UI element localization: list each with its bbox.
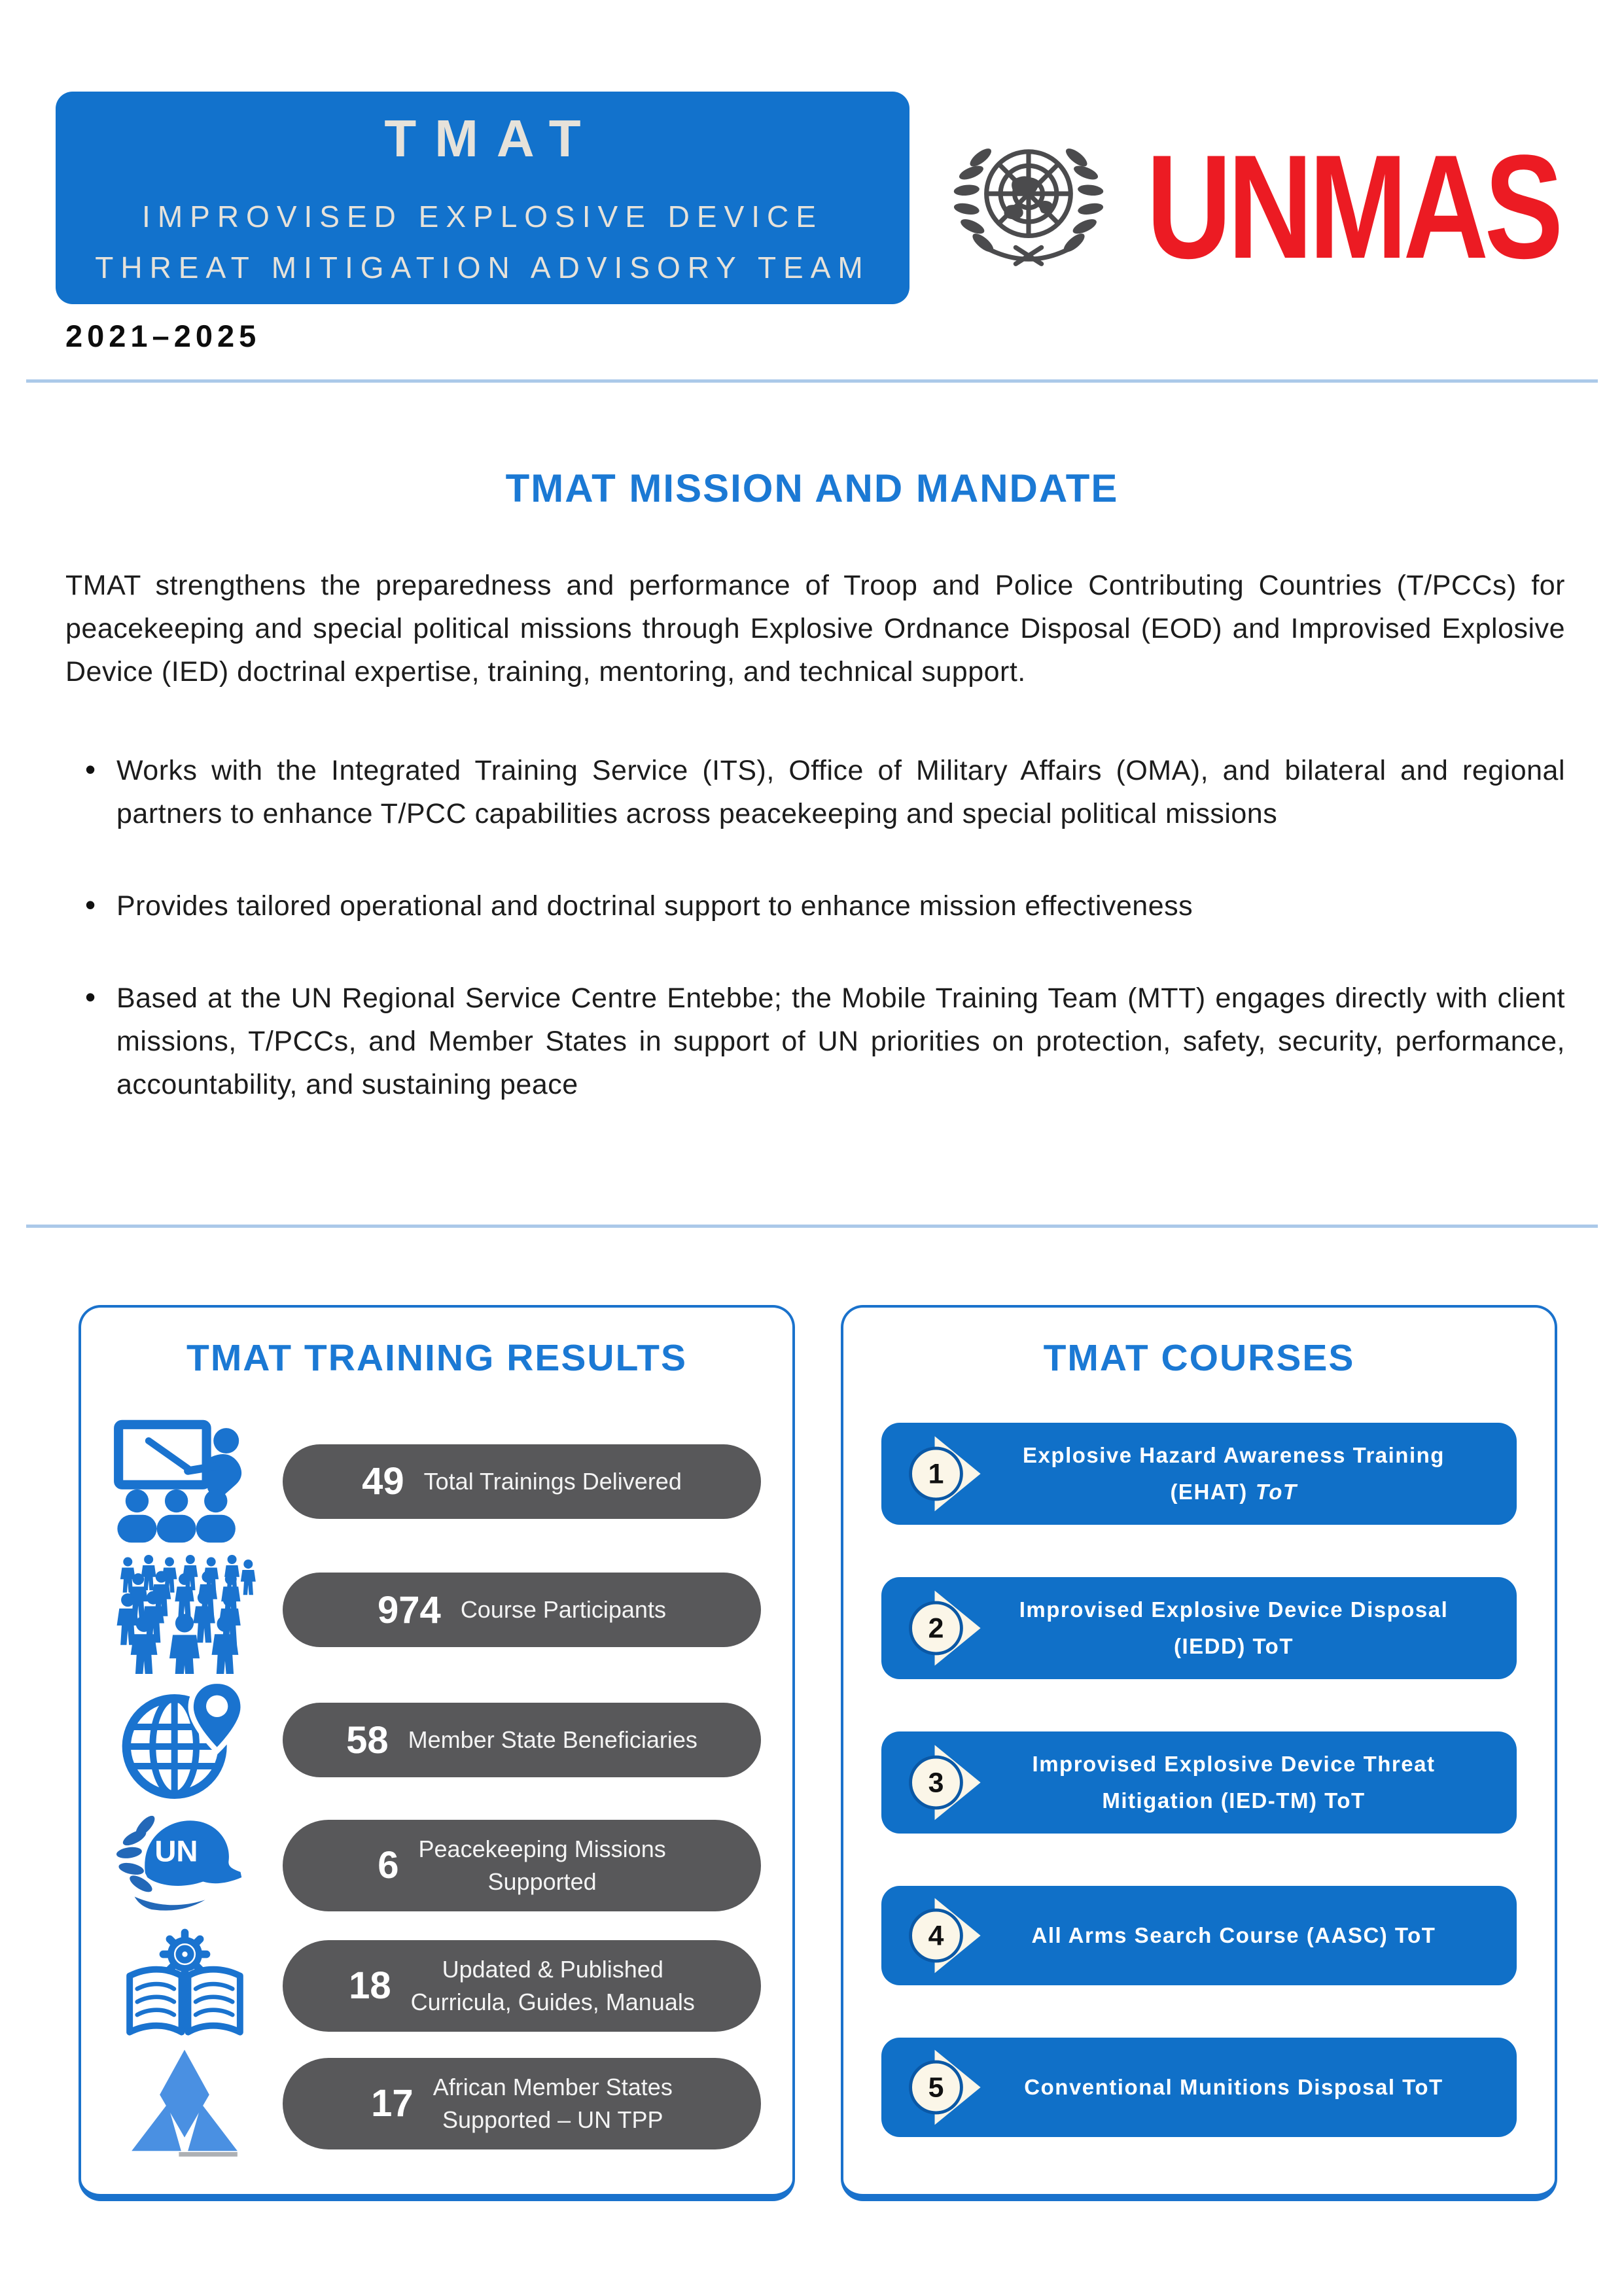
course-item (881, 1577, 1517, 1679)
divider-line (26, 379, 1598, 383)
svg-text:UN: UN (154, 1834, 198, 1868)
mission-body (65, 564, 1565, 1155)
header-subtitle-line2: THREAT MITIGATION ADVISORY TEAM (95, 251, 870, 285)
mission-bullet: • Based at the UN Regional Service Centre Entebbe; the Mobile Training Team (MTT) engages directly with client missions, T/PCCs, and Member States in support of UN priorities on protection, safety, security, performance, accountability, and sustaining peace (85, 977, 1565, 1106)
un-emblem-icon (941, 123, 1116, 288)
stat-value: 974 (378, 1588, 441, 1631)
stat-value: 18 (349, 1964, 391, 2008)
stat-pill (283, 1444, 761, 1519)
period-label: 2021–2025 (65, 319, 261, 353)
training-results-title: TMAT TRAINING RESULTS (186, 1337, 687, 1379)
stat-pill (283, 1820, 761, 1911)
svg-text:1: 1 (928, 1458, 944, 1490)
svg-text:5: 5 (928, 2072, 944, 2104)
course-line: (EHAT) ToT (1170, 1480, 1297, 1504)
course-line: Mitigation (IED-TM) ToT (1102, 1788, 1366, 1813)
stat-pill (283, 1703, 761, 1777)
header-subtitle-line1: IMPROVISED EXPLOSIVE DEVICE (142, 200, 823, 234)
crowd-icon (102, 1546, 267, 1674)
course-item (881, 2038, 1517, 2137)
stat-row (102, 1807, 761, 1924)
tot-label: ToT (1255, 1480, 1297, 1504)
stat-value: 17 (371, 2082, 414, 2125)
courses-panel (841, 1305, 1557, 2201)
course-line: All Arms Search Course (AASC) ToT (1031, 1923, 1436, 1947)
stat-row (102, 1418, 761, 1545)
stat-value: 58 (346, 1718, 389, 1762)
course-number-badge (909, 2040, 986, 2135)
mission-intro-paragraph: TMAT strengthens the preparedness and performance of Troop and Police Contributing Countries (T/PCCs) for peacekeeping and special political missions through Explosive Ordnance Disposal (EOD) and Improvised Explosive Device (IED) doctrinal expertise, training, mentoring, and technical support. (65, 570, 1565, 687)
stat-label: Course Participants (460, 1596, 666, 1624)
header-title-box (56, 92, 909, 304)
stat-label: Total Trainings Delivered (423, 1467, 682, 1495)
course-line: (IEDD) ToT (1173, 1634, 1294, 1658)
training-results-panel (79, 1305, 795, 2201)
course-number-badge (909, 1580, 986, 1676)
svg-text:3: 3 (928, 1767, 944, 1799)
un-helmet-icon (102, 1807, 267, 1924)
mission-bullet-list (85, 749, 1565, 1106)
globe-pin-icon (102, 1675, 267, 1805)
course-line: Improvised Explosive Device Disposal (1019, 1597, 1449, 1622)
course-line: Explosive Hazard Awareness Training (1023, 1443, 1445, 1467)
courses-column (881, 1423, 1517, 2137)
svg-text:2: 2 (928, 1612, 944, 1644)
mission-bullet: • Provides tailored operational and doctrinal support to enhance mission effectiveness (85, 884, 1565, 928)
stat-label: Updated & Published Curricula, Guides, Manuals (410, 1955, 695, 2015)
stat-pill (283, 1573, 761, 1647)
stat-row (102, 1925, 761, 2046)
stat-row (102, 2047, 761, 2160)
stat-pill (283, 1940, 761, 2032)
course-line: Improvised Explosive Device Threat (1032, 1752, 1436, 1776)
divider-line (26, 1225, 1598, 1228)
mission-section-title: TMAT MISSION AND MANDATE (505, 466, 1119, 510)
stat-row (102, 1546, 761, 1674)
stat-label: Peacekeeping Missions Supported (418, 1835, 666, 1895)
page-title: TMAT (384, 109, 599, 167)
mission-bullet: • Works with the Integrated Training Service (ITS), Office of Military Affairs (OMA), and bilateral and regional partners to enhance T/PCC capabilities across peacekeeping and special political missions (85, 749, 1565, 835)
book-gear-icon (102, 1925, 267, 2046)
stat-row (102, 1675, 761, 1805)
stat-pill (283, 2058, 761, 2149)
stat-label: Member State Beneficiaries (408, 1726, 697, 1754)
svg-text:4: 4 (928, 1920, 944, 1952)
stats-column (102, 1418, 761, 2160)
courses-title: TMAT COURSES (1043, 1337, 1355, 1379)
course-item (881, 1731, 1517, 1834)
unmas-logo: UNMAS (1146, 124, 1559, 289)
stat-value: 6 (378, 1844, 399, 1887)
presentation-icon (102, 1418, 267, 1545)
stat-label: African Member States Supported – UN TPP (432, 2073, 673, 2133)
pyramid-icon (102, 2047, 267, 2160)
course-item (881, 1886, 1517, 1985)
course-item (881, 1423, 1517, 1525)
stat-value: 49 (362, 1460, 404, 1503)
course-number-badge (909, 1888, 986, 1983)
course-number-badge (909, 1426, 986, 1522)
course-number-badge (909, 1735, 986, 1830)
course-line: Conventional Munitions Disposal ToT (1024, 2075, 1443, 2099)
